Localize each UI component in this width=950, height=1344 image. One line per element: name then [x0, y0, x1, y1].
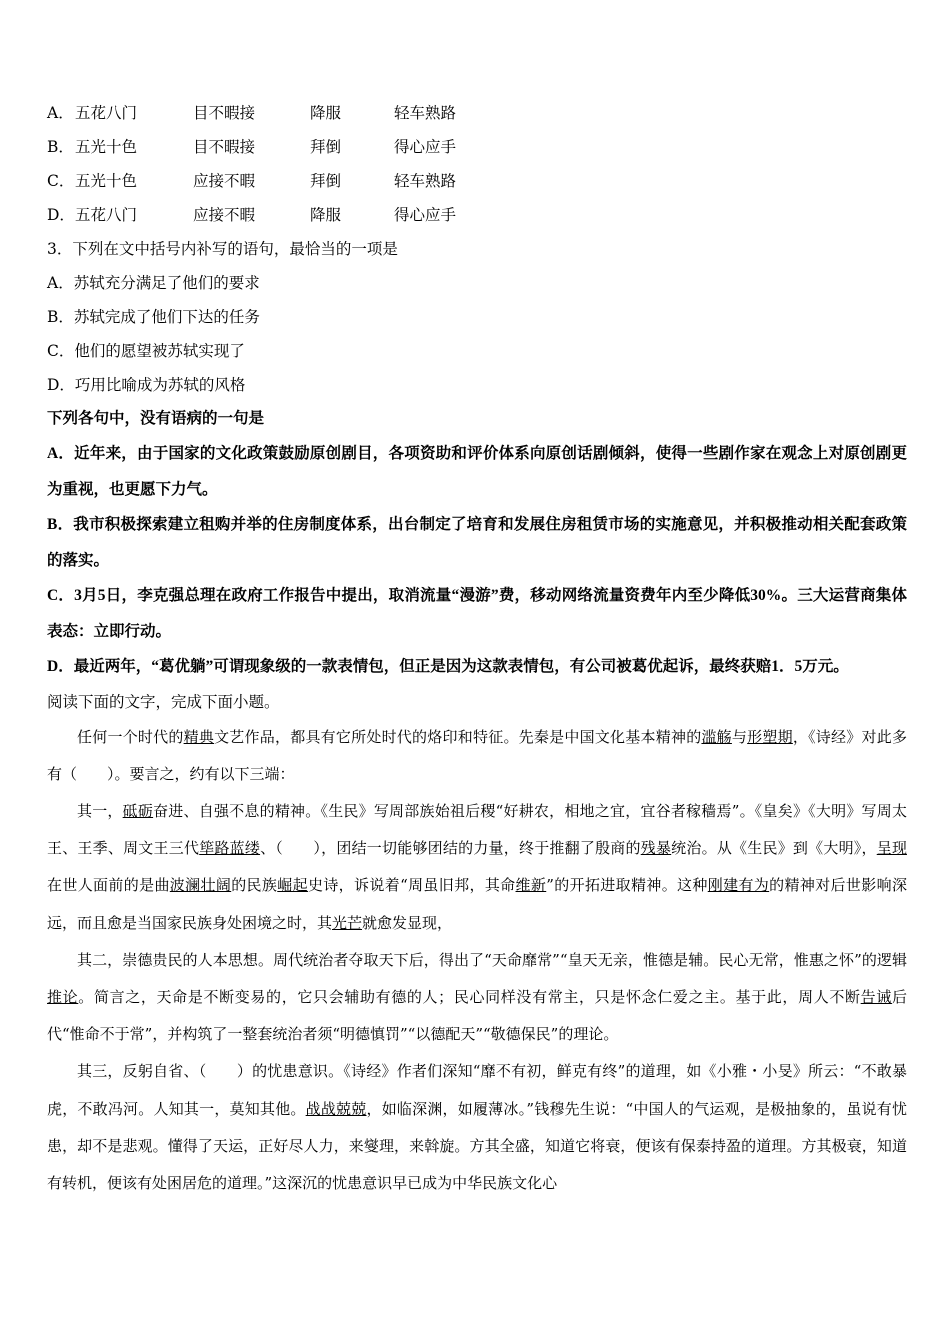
q2-options — [47, 96, 907, 232]
passage-paragraph-2: 其一，砥砺奋进、自强不息的精神。《生民》写周部族始祖后稷“好耕农，相地之宜，宜谷者稼穑焉”。《皇矣》《大明》写周太王、王季、周文王三代筚路蓝缕、（ ），团结一切能够团结的力量，终于推翻了殷商的残暴统治。从《生民》到《大明》，呈现在世人面前的是曲波澜壮阔的民族崛起史诗，诉说着“周虽旧邦，其命维新”的开拓进取精神。这种刚建有为的精神对后世影响深远，而且愈是当国家民族身处困境之时，其光芒就愈发显现， — [47, 801, 907, 932]
q3-option-d: D．巧用比喻成为苏轼的风格 — [47, 376, 246, 394]
q4-option-d: D．最近两年，“葛优躺”可谓现象级的一款表情包，但正是因为这款表情包，有公司被葛优起诉，最终获赔1．5万元。 — [47, 658, 849, 675]
underlined-word: 维新 — [515, 876, 547, 895]
underlined-word: 精典 — [183, 727, 215, 746]
passage-paragraph-4: 其三，反躬自省、（ ）的忧患意识。《诗经》作者们深知“靡不有初，鲜克有终”的道理，如《小雅・小旻》所云：“不敢暴虎，不敢冯河。人知其一，莫知其他。战战兢兢，如临深渊，如履薄冰。”钱穆先生说：“中国人的气运观，是极抽象的，虽说有忧患，却不是悲观。懂得了天运，正好尽人力，来燮理，来斡旋。方其全盛，知道它将衰，便该有保泰持盈的道理。方其极衰，知道有转机，便该有处困居危的道理。”这深沉的忧患意识早已成为中华民族文化心 — [47, 1062, 907, 1192]
q2-option-b: B．五光十色 目不暇接 拜倒 得心应手 — [47, 138, 457, 156]
q2-option-c: C．五光十色 应接不暇 拜倒 轻车熟路 — [47, 172, 457, 190]
underlined-word: 崛起 — [277, 876, 308, 895]
q3-option-c: C．他们的愿望被苏轼实现了 — [47, 342, 245, 360]
underlined-word: 战战兢兢 — [305, 1099, 367, 1118]
underlined-word: 砥砺 — [122, 801, 154, 820]
underlined-word: 呈现 — [876, 839, 907, 858]
q4-option-c: C．3月5日，李克强总理在政府工作报告中提出，取消流量“漫游”费，移动网络流量资费年内至少降低30%。三大运营商集体表态：立即行动。 — [47, 587, 907, 640]
underlined-word: 光芒 — [332, 913, 363, 932]
q3-stem: 3．下列在文中括号内补写的语句，最恰当的一项是 — [47, 240, 398, 258]
underlined-word: 形塑期 — [747, 727, 793, 746]
reading-intro: 阅读下面的文字，完成下面小题。 — [47, 692, 280, 711]
underlined-word: 告诫 — [860, 987, 892, 1006]
underlined-word: 波澜壮阔 — [169, 876, 232, 895]
q4-option-a: A．近年来，由于国家的文化政策鼓励原创剧目，各项资助和评价体系向原创话剧倾斜，使得一些剧作家在观念上对原创剧更为重视，也更愿下力气。 — [47, 445, 907, 498]
passage-paragraph-3: 其二，崇德贵民的人本思想。周代统治者夺取天下后，得出了“天命靡常”“皇天无亲，惟德是辅。民心无常，惟惠之怀”的逻辑推论。简言之，天命是不断变易的，它只会辅助有德的人；民心同样没有常主，只是怀念仁爱之主。基于此，周人不断告诫后代“惟命不于常”，并构筑了一整套统治者须“明德慎罚”“以德配天”“敬德保民”的理论。 — [47, 950, 907, 1044]
q4-stem: 下列各句中，没有语病的一句是 — [47, 410, 265, 427]
underlined-word: 筚路蓝缕 — [199, 839, 261, 858]
q3-option-b: B．苏轼完成了他们下达的任务 — [47, 308, 260, 326]
q4-option-b: B．我市积极探索建立租购并举的住房制度体系，出台制定了培育和发展住房租赁市场的实施意见，并积极推动相关配套政策的落实。 — [47, 516, 907, 569]
document-page — [47, 96, 907, 1202]
q2-option-a: A．五花八门 目不暇接 降服 轻车熟路 — [47, 104, 457, 122]
reading-passage — [47, 719, 907, 1203]
underlined-word: 滥觞 — [701, 727, 732, 746]
passage-paragraph-1: 任何一个时代的精典文艺作品，都具有它所处时代的烙印和特征。先秦是中国文化基本精神的滥觞与形塑期，《诗经》对此多有（ ）。要言之，约有以下三端： — [47, 727, 907, 783]
underlined-word: 推论 — [47, 987, 79, 1006]
q3-option-a: A．苏轼充分满足了他们的要求 — [47, 274, 260, 292]
underlined-word: 残暴 — [640, 839, 672, 858]
q2-option-d: D．五花八门 应接不暇 降服 得心应手 — [47, 206, 457, 224]
underlined-word: 刚建有为 — [707, 876, 770, 895]
